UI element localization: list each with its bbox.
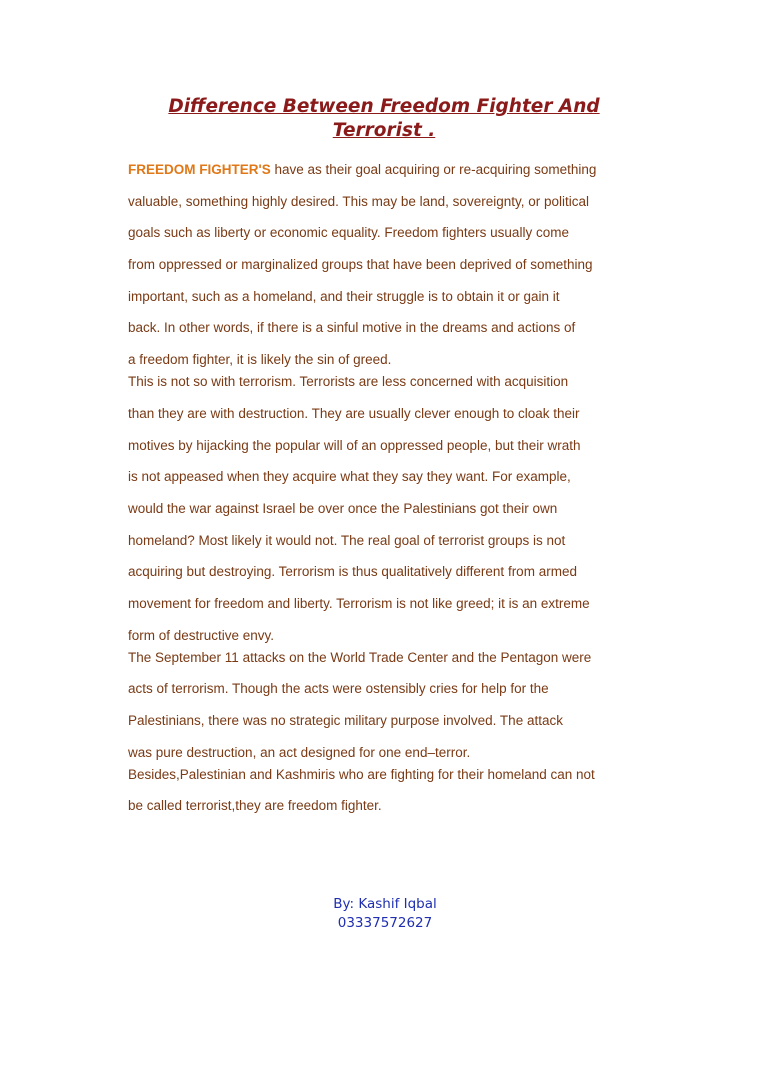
body-line: motives by hijacking the popular will of an oppressed people, but their wrath xyxy=(128,437,581,453)
body-line: would the war against Israel be over once the Palestinians got their own xyxy=(128,500,558,516)
body-line: is not appeased when they acquire what they say they want. For example, xyxy=(128,469,571,485)
body-line: goals such as liberty or economic equality. Freedom fighters usually come xyxy=(128,225,569,241)
author-byline: By: Kashif Iqbal xyxy=(333,896,437,912)
document-body xyxy=(128,150,648,818)
body-line: The September 11 attacks on the World Trade Center and the Pentagon were xyxy=(128,649,592,665)
body-line: was pure destruction, an act designed for one end–terror. xyxy=(128,744,471,760)
body-line: than they are with destruction. They are usually clever enough to cloak their xyxy=(128,405,580,421)
author-phone: 03337572627 xyxy=(337,915,433,931)
document-title-line-2: Terrorist . xyxy=(332,120,436,141)
body-line: important, such as a homeland, and their struggle is to obtain it or gain it xyxy=(128,288,560,304)
body-line: Besides,Palestinian and Kashmiris who are fighting for their homeland can not xyxy=(128,766,595,782)
body-line: from oppressed or marginalized groups that have been deprived of something xyxy=(128,257,593,273)
body-line: movement for freedom and liberty. Terrorism is not like greed; it is an extreme xyxy=(128,595,590,611)
body-line-text: have as their goal acquiring or re-acquiring something xyxy=(270,162,597,177)
body-line: form of destructive envy. xyxy=(128,627,275,643)
body-line: be called terrorist,they are freedom fighter. xyxy=(128,798,382,814)
lead-term: FREEDOM FIGHTER'S xyxy=(128,162,271,177)
document-title-line-1: Difference Between Freedom Fighter And xyxy=(168,96,600,117)
body-line: homeland? Most likely it would not. The real goal of terrorist groups is not xyxy=(128,532,566,548)
body-line: valuable, something highly desired. This may be land, sovereignty, or political xyxy=(128,193,589,209)
body-line: acquiring but destroying. Terrorism is thus qualitatively different from armed xyxy=(128,564,577,580)
body-line: This is not so with terrorism. Terrorists are less concerned with acquisition xyxy=(128,374,569,390)
body-line: acts of terrorism. Though the acts were ostensibly cries for help for the xyxy=(128,681,549,697)
body-line: a freedom fighter, it is likely the sin of greed. xyxy=(128,352,392,368)
body-line: back. In other words, if there is a sinful motive in the dreams and actions of xyxy=(128,320,576,336)
body-line: Palestinians, there was no strategic military purpose involved. The attack xyxy=(128,713,563,728)
body-line xyxy=(128,150,648,182)
